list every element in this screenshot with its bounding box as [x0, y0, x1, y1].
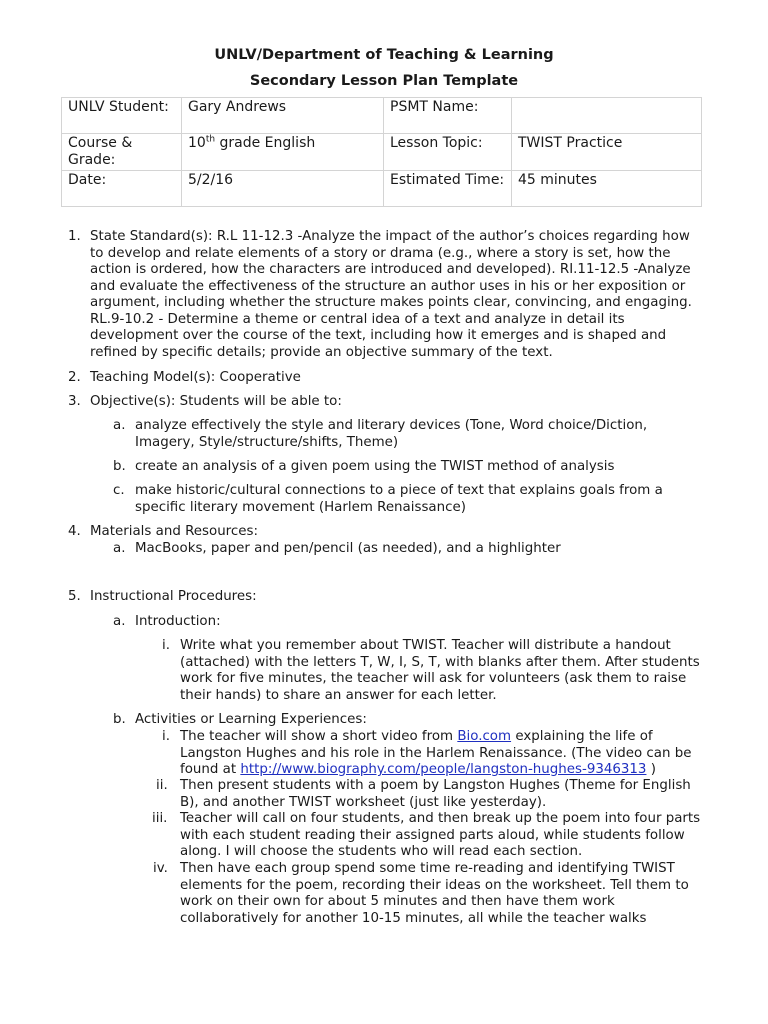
list-marker: a. [113, 541, 126, 556]
list-number: 2. [68, 370, 81, 385]
course-grade-text: grade English [215, 135, 316, 151]
time-label: Estimated Time: [384, 171, 512, 207]
activity-step: Teacher will call on four students, and then break up the poem into four parts with each student reading their assigned parts aloud, while students follow along. I will choose the students who will read each section. [180, 811, 701, 859]
state-standards [90, 229, 702, 361]
course-grade-suffix: th [205, 134, 216, 145]
introduction-step: Write what you remember about TWIST. Teacher will distribute a handout (attached) with the letters T, W, I, S, T, with blanks after them. After students work for five minutes, the teacher will ask for volunteers (ask them to raise their hands) to share an answer for each letter. [180, 638, 700, 703]
list-number: 3. [68, 394, 81, 409]
course-grade-number: 10 [188, 135, 206, 151]
activity-step: Then present students with a poem by Langston Hughes (Theme for English B), and another TWIST worksheet (just like yesterday). [180, 778, 691, 810]
list-marker: i. [162, 638, 170, 653]
materials-item: MacBooks, paper and pen/pencil (as needed), and a highlighter [135, 541, 561, 556]
list-marker: iii. [152, 811, 168, 826]
introduction-heading: Introduction: [135, 614, 221, 629]
list-marker: ii. [156, 778, 168, 793]
student-value: Gary Andrews [182, 98, 384, 134]
teaching-model: Teaching Model(s): Cooperative [90, 370, 301, 385]
table-row [62, 134, 702, 171]
objective-item: create an analysis of a given poem using the TWIST method of analysis [135, 459, 615, 474]
list-number: 5. [68, 589, 81, 604]
document-subtitle: Secondary Lesson Plan Template [249, 73, 519, 89]
activity-step-text: ) [646, 762, 656, 777]
list-marker: a. [113, 614, 126, 629]
date-label: Date: [62, 171, 182, 207]
activity-step: Then have each group spend some time re-reading and identifying TWIST elements for the poem, recording their ideas on the worksheet. Tell them to work on their own for about 5 minutes and then have them work collaboratively for another 10-15 minutes, all while the teacher walks [180, 861, 689, 926]
activity-step [180, 729, 702, 779]
objective-item: make historic/cultural connections to a piece of text that explains goals from a specific literary movement (Harlem Renaissance) [135, 483, 663, 515]
objective-item: analyze effectively the style and literary devices (Tone, Word choice/Diction, Imagery, Style/structure/shifts, Theme) [135, 418, 648, 450]
lesson-info-table [61, 97, 702, 207]
state-standards-text: R.L 11-12.3 -Analyze the impact of the author’s choices regarding how to develop and relate elements of a story or drama (e.g., where a story is set, how the action is ordered, how the characters are introduced and developed). RI.11-12.5 -Analyze and evaluate the effectiveness of the structure an author uses in his or her exposition or argument, including whether the structure makes points clear, convincing, and engaging. RL.9-10.2 - Determine a theme or central idea of a text and analyze in detail its development over the course of the text, including how it emerges and is shaped and refined by specific details; provide an objective summary of the text. [90, 229, 692, 360]
state-standards-label: State Standard(s): [90, 229, 213, 244]
table-row [62, 98, 702, 134]
list-number: 4. [68, 524, 81, 539]
table-row [62, 171, 702, 207]
list-marker: a. [113, 418, 126, 433]
list-marker: b. [113, 712, 126, 727]
course-label: Course & Grade: [62, 134, 182, 171]
psmt-label: PSMT Name: [384, 98, 512, 134]
topic-value: TWIST Practice [512, 134, 702, 171]
topic-label: Lesson Topic: [384, 134, 512, 171]
procedures-heading: Instructional Procedures: [90, 589, 257, 604]
list-number: 1. [68, 229, 81, 244]
activities-heading: Activities or Learning Experiences: [135, 712, 367, 727]
course-value [182, 134, 384, 171]
list-marker: i. [162, 729, 170, 744]
activity-step-text: The teacher will show a short video from [180, 729, 458, 744]
time-value: 45 minutes [512, 171, 702, 207]
list-marker: b. [113, 459, 126, 474]
list-marker: c. [113, 483, 125, 498]
student-label: UNLV Student: [62, 98, 182, 134]
date-value: 5/2/16 [182, 171, 384, 207]
document-title: UNLV/Department of Teaching & Learning [214, 47, 554, 63]
psmt-value [512, 98, 702, 134]
materials-heading: Materials and Resources: [90, 524, 258, 539]
biography-video-link[interactable]: http://www.biography.com/people/langston-hughes-9346313 [240, 762, 647, 777]
list-marker: iv. [153, 861, 168, 876]
objectives-heading: Objective(s): Students will be able to: [90, 394, 342, 409]
activity-step-text: explaining the life of Langston Hughes and his role in the Harlem Renaissance. (The video can be found at [180, 729, 692, 777]
bio-com-link[interactable]: Bio.com [457, 729, 512, 744]
